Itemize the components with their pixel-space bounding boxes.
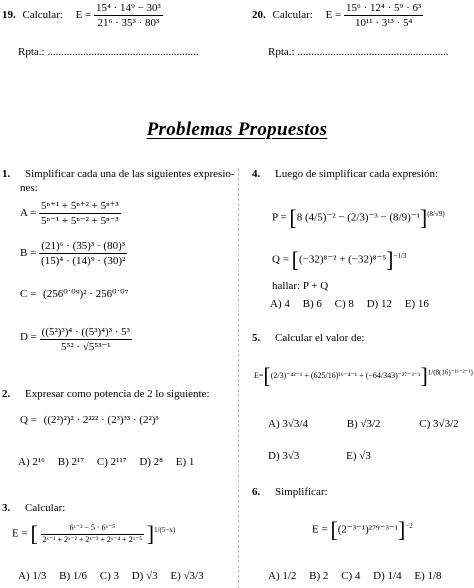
fraction-numerator: 15⁴ · 14⁹ − 30³ [94, 2, 163, 16]
expression-body: 8 (4/5)⁻² − (2/3)⁻³ − (8/9)⁻¹ [296, 211, 420, 224]
bracket-close: ] [146, 521, 155, 546]
fraction [40, 322, 132, 353]
bracket-open: [ [30, 521, 38, 546]
option-e[interactable]: E) 1/8 [414, 570, 442, 582]
fraction-denominator: (15)⁴ · (14)⁹ · (30)² [41, 255, 126, 268]
option-c[interactable]: C) 3√3/2 [419, 418, 459, 430]
answer-options [270, 298, 439, 310]
expression-B [20, 240, 127, 267]
exponent: −2 [405, 521, 413, 530]
expression-E5 [254, 364, 473, 388]
problem-5 [252, 332, 365, 344]
option-e[interactable]: E) √3/3 [170, 570, 204, 582]
bracket-close: ] [386, 247, 394, 272]
problem-number: 4. [252, 168, 261, 180]
problem-19 [2, 2, 163, 29]
answer-options-row2 [268, 450, 381, 462]
fraction [41, 524, 145, 545]
answer-line-right: Rpta.: ....................................................... [268, 46, 449, 58]
problem-2 [2, 388, 210, 400]
problem-3 [2, 502, 65, 514]
section-title: Problemas Propuestos [146, 119, 328, 140]
option-a[interactable]: A) 3√3/4 [268, 418, 308, 430]
expression-P [272, 206, 445, 230]
problem-number: 19. [2, 9, 16, 22]
problem-4-hallar: hallar: P + Q [272, 280, 329, 292]
column-divider [238, 168, 239, 588]
problem-text: Simplificar cada una de las siguientes expresio- [25, 168, 235, 180]
problem-number: 5. [252, 332, 261, 344]
expression-body: (2/3)⁻⁴²⁻¹ + (625/16)¹⁶⁻⁴⁻¹ + (−64/343)⁻²⁷⁻³⁻¹ [270, 370, 421, 380]
fraction [344, 2, 423, 29]
fraction-denominator: 5⁵² · √5⁵³⁻¹ [61, 341, 111, 354]
equation-lhs: E= [254, 370, 264, 380]
equation-lhs: E = [75, 9, 92, 22]
problem-text: Simplificar: [275, 486, 328, 498]
option-c[interactable]: C) 3 [99, 570, 119, 582]
problem-6 [252, 486, 328, 498]
expression-E [12, 522, 175, 546]
fraction-numerator: 6ˣ⁻³ − 5 · 6ˣ⁻⁵ [41, 524, 145, 535]
option-e[interactable]: E) 1 [175, 456, 195, 468]
exponent: (8/√9) [427, 209, 445, 218]
answer-options [18, 456, 204, 468]
fraction-denominator: 10¹¹ · 3¹³ · 5⁴ [354, 17, 413, 30]
expression-body: (256⁰˙⁰⁹)² · 256⁰˙⁰⁷ [43, 288, 129, 300]
option-b[interactable]: B) 6 [302, 298, 322, 310]
equation-lhs: Q = [272, 253, 289, 266]
option-e[interactable]: E) √3 [346, 450, 371, 462]
fraction-denominator: 2ˣ⁻¹ + 2ˣ⁻² + 2ˣ⁻³ + 2ˣ⁻⁴ + 2ˣ⁻⁵ [42, 534, 143, 544]
fraction-numerator: ((5²)³)⁴ · ((5³)⁴)³ · 5³ [40, 322, 132, 340]
bracket-close: ] [419, 205, 428, 230]
exponent: 1/(8(16)⁻¹⁶⁻²⁻¹) [427, 368, 473, 377]
equation-lhs: P = [272, 211, 287, 224]
equation-lhs: D = [20, 331, 37, 344]
fraction-denominator: 5ⁿ⁻¹ + 5ⁿ⁻² + 5ⁿ⁻³ [41, 215, 119, 228]
equation-lhs: A = [20, 207, 37, 220]
fraction [39, 200, 121, 227]
bracket-open: [ [330, 517, 338, 542]
bracket-open: [ [263, 363, 271, 388]
option-b[interactable]: B) 2¹⁷ [57, 456, 85, 468]
problem-number: 2. [2, 388, 11, 400]
exponent: 1/(5−x) [154, 525, 176, 534]
option-e[interactable]: E) 16 [404, 298, 429, 310]
equation-lhs: B = [20, 247, 37, 260]
problem-text: Calcular: [25, 502, 66, 514]
problem-number: 3. [2, 502, 11, 514]
option-b[interactable]: B) 1/6 [59, 570, 87, 582]
fraction [39, 240, 127, 267]
problem-text: Expresar como potencia de 2 lo siguiente: [25, 388, 210, 400]
bracket-close: ] [397, 517, 406, 542]
equation-lhs: E = [325, 9, 342, 22]
fraction-numerator: (21)⁶ · (35)³ · (80)³ [39, 240, 127, 254]
option-a[interactable]: A) 1/3 [18, 570, 47, 582]
expression-Q [20, 414, 159, 426]
option-c[interactable]: C) 4 [341, 570, 361, 582]
problem-label: Calcular: [272, 9, 313, 22]
option-a[interactable]: A) 1/2 [268, 570, 297, 582]
problem-20 [252, 2, 423, 29]
problem-text: Calcular el valor de: [275, 332, 365, 344]
option-c[interactable]: C) 8 [334, 298, 354, 310]
expression-D [20, 322, 132, 353]
expression-body: (2⁻³⁻¹)²⁷⁹⁻³⁻¹ [337, 523, 398, 536]
option-a[interactable]: A) 4 [270, 298, 290, 310]
fraction-denominator: 21⁶ · 35³ · 80³ [97, 17, 160, 30]
expression-Q4 [272, 248, 406, 272]
problem-number: 20. [252, 9, 266, 22]
expression-A [20, 200, 121, 227]
fraction-numerator: 15⁶ · 12⁴ · 5⁹ · 6³ [344, 2, 423, 16]
option-b[interactable]: B) 2 [309, 570, 329, 582]
expression-C [20, 288, 128, 300]
option-a[interactable]: A) 2¹⁶ [18, 456, 45, 468]
equation-lhs: C = [20, 288, 37, 300]
expression-E6 [312, 518, 413, 542]
equation-lhs: Q = [20, 414, 37, 426]
option-d[interactable]: D) 3√3 [268, 450, 300, 462]
problem-label: Calcular: [22, 9, 63, 22]
option-d[interactable]: D) √3 [131, 570, 158, 582]
option-d[interactable]: D) 12 [366, 298, 392, 310]
problem-number: 1. [2, 168, 11, 180]
problem-1-text-cont: nes: [20, 182, 38, 194]
bracket-open: [ [289, 205, 297, 230]
equation-lhs: E = [12, 527, 28, 540]
answer-options-row1 [268, 418, 469, 430]
answer-line-left: Rpta.: ....................................................... [18, 46, 199, 58]
option-d[interactable]: D) 1/4 [373, 570, 402, 582]
answer-options [268, 570, 452, 582]
problem-text: Luego de simplificar cada expresión: [275, 168, 439, 180]
exponent: −1/3 [393, 251, 407, 260]
expression-body: (−32)⁸⁻² + (−32)⁸⁻⁵ [298, 253, 387, 266]
expression-body: ((2²)²)² · 2²²² · (2³)³³ · (2²)³ [43, 414, 159, 426]
equation-lhs: E = [312, 523, 328, 536]
fraction [94, 2, 163, 29]
problem-1 [2, 168, 235, 180]
bracket-close: ] [420, 363, 428, 388]
problem-number: 6. [252, 486, 261, 498]
bracket-open: [ [291, 247, 299, 272]
option-d[interactable]: D) 2⁸ [139, 456, 164, 468]
option-b[interactable]: B) √3/2 [346, 418, 381, 430]
option-c[interactable]: C) 2¹¹⁷ [96, 456, 127, 468]
problem-4 [252, 168, 438, 180]
answer-options [18, 570, 214, 582]
fraction-numerator: 5ⁿ⁺¹ + 5ⁿ⁺² + 5ⁿ⁺³ [39, 200, 121, 214]
